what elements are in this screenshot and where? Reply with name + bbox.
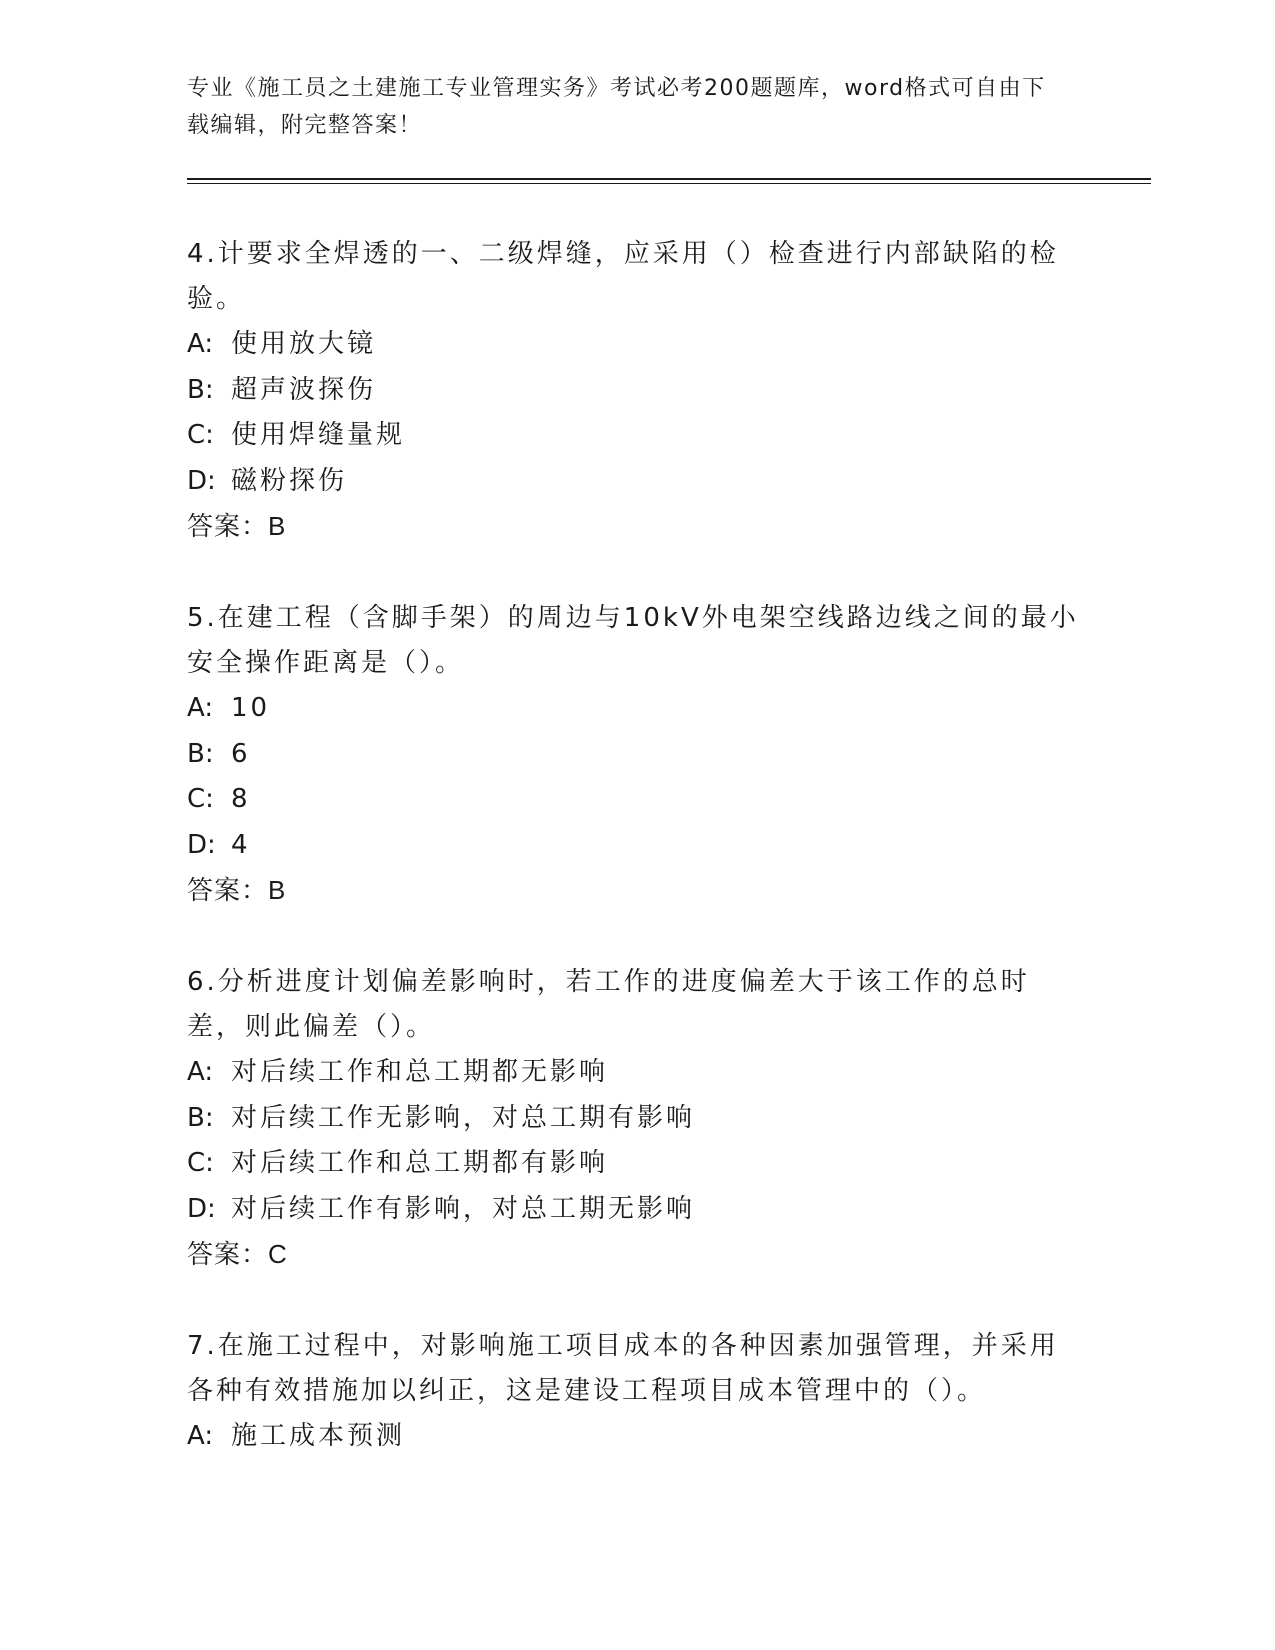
option-d xyxy=(187,459,1087,505)
option-text: 对后续工作无影响，对总工期有影响 xyxy=(231,1102,696,1133)
option-letter: A: xyxy=(187,1421,214,1451)
option-letter: A: xyxy=(187,329,214,359)
option-letter: B: xyxy=(187,1102,214,1133)
option-text: 使用放大镜 xyxy=(231,329,377,359)
option-letter: C: xyxy=(187,784,214,814)
option-text: 10 xyxy=(231,693,271,723)
answer-line: 答案：C xyxy=(187,1239,288,1269)
document-header: 专业《施工员之土建施工专业管理实务》考试必考200题题库，word格式可自由下载编辑，附完整答案！ xyxy=(187,76,1046,138)
option-c xyxy=(187,777,1087,823)
option-text: 超声波探伤 xyxy=(231,374,377,405)
option-letter: B: xyxy=(187,374,214,405)
option-c xyxy=(187,413,1087,459)
option-letter: C: xyxy=(187,1148,214,1178)
option-letter: A: xyxy=(187,693,214,723)
question-text: 4.计要求全焊透的一、二级焊缝，应采用（）检查进行内部缺陷的检验。 xyxy=(187,239,1059,314)
option-d xyxy=(187,823,1087,869)
question-4 xyxy=(187,232,1087,549)
option-b xyxy=(187,732,1087,778)
question-text: 5.在建工程（含脚手架）的周边与10kV外电架空线路边线之间的最小安全操作距离是（）。 xyxy=(187,603,1079,678)
option-c xyxy=(187,1141,1087,1187)
option-text: 4 xyxy=(231,829,251,860)
option-text: 使用焊缝量规 xyxy=(231,420,406,450)
option-text: 施工成本预测 xyxy=(231,1421,406,1451)
option-d xyxy=(187,1187,1087,1233)
option-text: 6 xyxy=(231,738,251,769)
option-b xyxy=(187,368,1087,414)
option-letter: A: xyxy=(187,1057,214,1087)
question-5 xyxy=(187,596,1087,913)
option-letter: C: xyxy=(187,420,214,450)
question-6 xyxy=(187,960,1087,1277)
option-letter: D: xyxy=(187,829,216,860)
option-text: 对后续工作有影响，对总工期无影响 xyxy=(231,1193,696,1224)
header-divider-thick xyxy=(187,178,1151,180)
option-text: 8 xyxy=(231,784,251,814)
header-divider-thin xyxy=(187,183,1151,184)
option-text: 磁粉探伤 xyxy=(231,465,348,496)
option-a xyxy=(187,1050,1087,1096)
option-a xyxy=(187,322,1087,368)
option-letter: D: xyxy=(187,465,216,496)
question-text: 7.在施工过程中，对影响施工项目成本的各种因素加强管理，并采用各种有效措施加以纠正，这是建设工程项目成本管理中的（）。 xyxy=(187,1331,1059,1406)
answer-line: 答案：B xyxy=(187,511,287,541)
option-letter: B: xyxy=(187,738,214,769)
option-a xyxy=(187,686,1087,732)
option-text: 对后续工作和总工期都无影响 xyxy=(231,1057,609,1087)
option-text: 对后续工作和总工期都有影响 xyxy=(231,1148,609,1178)
answer-line: 答案：B xyxy=(187,875,287,905)
question-7 xyxy=(187,1324,1087,1460)
option-a xyxy=(187,1414,1087,1460)
question-text: 6.分析进度计划偏差影响时，若工作的进度偏差大于该工作的总时差，则此偏差（）。 xyxy=(187,967,1030,1042)
option-b xyxy=(187,1096,1087,1142)
option-letter: D: xyxy=(187,1193,216,1224)
question-list xyxy=(187,232,1087,1507)
